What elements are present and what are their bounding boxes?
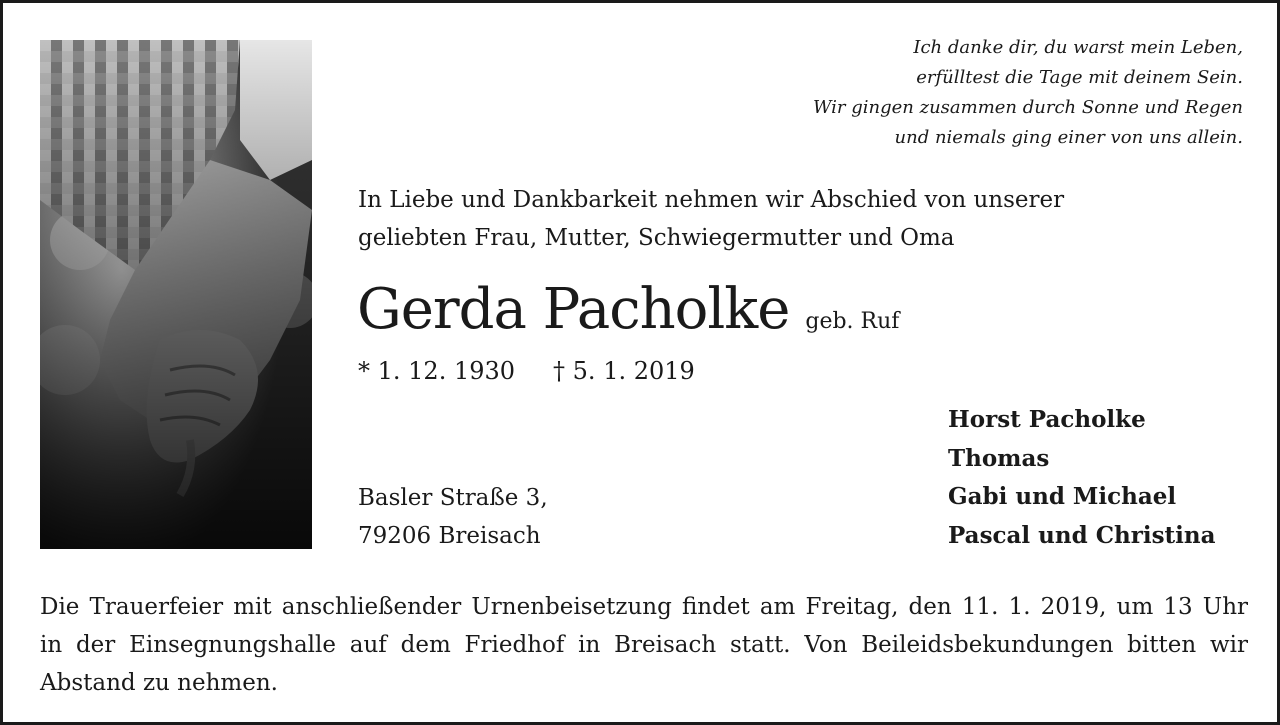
deceased-name: Gerda Pacholke xyxy=(357,277,790,342)
holding-hands-photo xyxy=(40,40,312,549)
death-date: † 5. 1. 2019 xyxy=(553,357,695,385)
funeral-info-line: Die Trauerfeier mit anschließender Urnenbeisetzung findet am Freitag, den 11. 1. 2019, um 13 Uhr xyxy=(40,594,1248,620)
holding-hands-image xyxy=(40,40,312,549)
family-member: Horst Pacholke xyxy=(948,406,1146,433)
funeral-info-line: Abstand zu nehmen. xyxy=(40,670,278,696)
intro-line: geliebten Frau, Mutter, Schwiegermutter und Oma xyxy=(358,225,955,251)
maiden-name: geb. Ruf xyxy=(805,309,900,334)
poem-line: Wir gingen zusammen durch Sonne und Regen xyxy=(812,97,1243,118)
family-member: Thomas xyxy=(948,444,1050,472)
address xyxy=(358,479,548,555)
family-member: Pascal und Christina xyxy=(948,521,1216,549)
family-signatures xyxy=(948,401,1216,555)
address-city: 79206 Breisach xyxy=(358,523,541,549)
life-dates xyxy=(358,353,695,389)
deceased-name-row xyxy=(357,275,899,345)
poem-line: erfülltest die Tage mit deinem Sein. xyxy=(916,67,1243,88)
funeral-info xyxy=(40,588,1248,702)
funeral-info-line: in der Einsegnungshalle auf dem Friedhof in Breisach statt. Von Beileidsbekundungen bitten wir xyxy=(40,632,1248,658)
poem xyxy=(813,33,1243,153)
birth-date: * 1. 12. 1930 xyxy=(358,357,516,385)
poem-line: und niemals ging einer von uns allein. xyxy=(894,127,1243,148)
intro-text xyxy=(358,181,1064,257)
address-street: Basler Straße 3, xyxy=(358,485,548,511)
poem-line: Ich danke dir, du warst mein Leben, xyxy=(913,37,1243,58)
intro-line: In Liebe und Dankbarkeit nehmen wir Abschied von unserer xyxy=(358,187,1065,213)
family-member: Gabi und Michael xyxy=(948,483,1177,510)
